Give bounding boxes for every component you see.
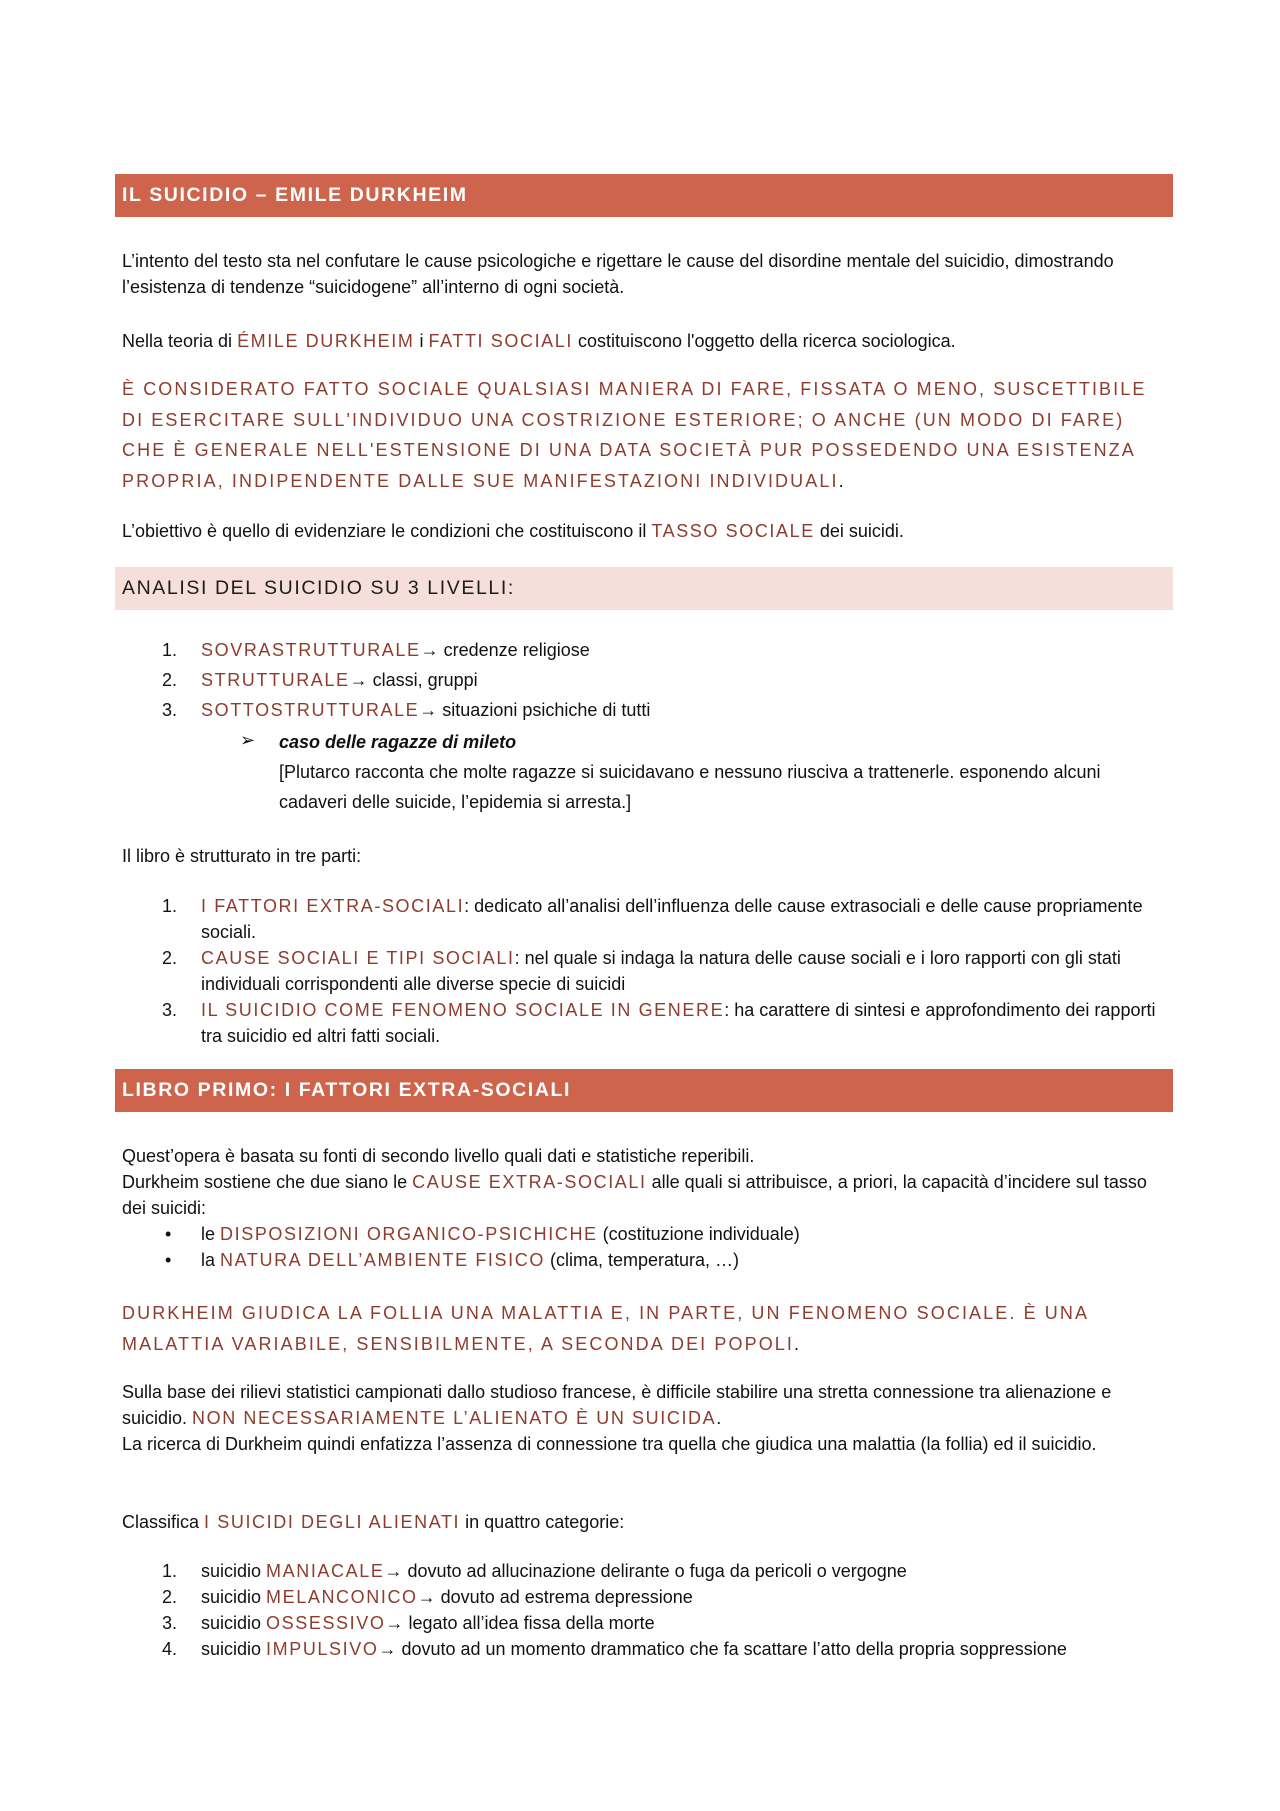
section-header: LIBRO PRIMO: I FATTORI EXTRA-SOCIALI — [115, 1069, 1173, 1112]
quote-text: È CONSIDERATO FATTO SOCIALE QUALSIASI MANIERA DI FARE, FISSATA O MENO, SUSCETTIBILE DI ESERCITARE SULL'INDIVIDUO UNA COSTRIZIONE ESTERIORE; O ANCHE (UN MODO DI FARE) CHE È GENERALE NELL'ESTENSIONE DI UNA DATA SOCIETÀ PUR POSSEDENDO UNA ESISTENZA PROPRIA, INDIPENDENTE DALLE SUE MANIFESTAZIONI INDIVIDUALI — [122, 379, 1147, 491]
intro-paragraph: L’intento del testo sta nel confutare le cause psicologiche e rigettare le cause del disordine mentale del suicidio, dimostrando l’esistenza di tendenze “suicidogene” all’interno di ogni società. — [122, 251, 1114, 297]
item-text: suicidio — [201, 1639, 267, 1659]
case-description: [Plutarco racconta che molte ragazze si suicidavano e nessuno riusciva a trattenerle. esponendo alcuni cadaveri delle suicide, l’epidemia si arresta.] — [279, 762, 1101, 812]
list-number: 4. — [162, 1639, 178, 1659]
text-span: dei suicidi. — [814, 521, 904, 541]
list-number: 2. — [162, 670, 178, 690]
highlight-term: IL SUICIDIO COME FENOMENO SOCIALE IN GENERE — [201, 1000, 725, 1020]
arrow-icon: → — [378, 1639, 397, 1659]
item-text: suicidio — [201, 1587, 267, 1607]
arrow-bullet-icon: ➢ — [240, 730, 256, 750]
arrow-icon: → — [417, 1587, 436, 1607]
book1-line: Quest’opera è basata su fonti di secondo livello quali dati e statistiche reperibili. — [122, 1146, 755, 1166]
highlight-term: SOVRASTRUTTURALE — [201, 640, 421, 660]
item-text: : nel quale si indaga la natura delle cause sociali e i loro rapporti con gli stati individuali corrispondenti alle diverse specie di suicidi — [201, 948, 1121, 994]
item-text: situazioni psichiche di tutti — [437, 700, 651, 720]
item-text: : ha carattere di sintesi e approfondimento dei rapporti tra suicidio ed altri fatti sociali. — [201, 1000, 1156, 1046]
item-text: (costituzione individuale) — [597, 1224, 800, 1244]
levels-list — [162, 637, 1162, 727]
list-number: 3. — [162, 1613, 178, 1633]
section-header: ANALISI DEL SUICIDIO SU 3 LIVELLI: — [115, 567, 1173, 610]
madness-quote — [122, 1298, 1172, 1359]
item-text: suicidio — [201, 1561, 267, 1581]
list-item — [162, 637, 1162, 667]
arrow-icon: → — [420, 640, 439, 660]
item-text: dovuto ad estrema depressione — [435, 1587, 693, 1607]
list-number: 2. — [162, 1587, 178, 1607]
list-item — [162, 1247, 1162, 1273]
list-item — [162, 1636, 1162, 1662]
item-text: (clima, temperatura, …) — [544, 1250, 739, 1270]
list-item — [162, 893, 1162, 945]
classification-paragraph — [122, 1509, 1172, 1535]
item-text: dovuto ad un momento drammatico che fa scattare l’atto della propria soppressione — [396, 1639, 1067, 1659]
item-text: le — [201, 1224, 221, 1244]
text-span: in quattro categorie: — [460, 1512, 625, 1532]
text-span: Nella teoria di — [122, 331, 238, 351]
text-span: Durkheim sostiene che due siano le — [122, 1172, 413, 1192]
case-title — [279, 727, 1159, 757]
list-item — [162, 945, 1162, 997]
arrow-icon: → — [384, 1561, 403, 1581]
highlight-term: DISPOSIZIONI ORGANICO-PSICHICHE — [220, 1224, 598, 1244]
list-item — [162, 1558, 1162, 1584]
list-item — [162, 667, 1162, 697]
research-line: La ricerca di Durkheim quindi enfatizza l’assenza di connessione tra quella che giudica una malattia (la follia) ed il suicidio. — [122, 1434, 1097, 1454]
highlight-term: MANIACALE — [266, 1561, 385, 1581]
text-span: i — [414, 331, 429, 351]
text-span: Classifica — [122, 1512, 205, 1532]
book1-line — [122, 1169, 1172, 1221]
list-item — [162, 1221, 1162, 1247]
parts-list — [162, 893, 1162, 1049]
highlight-term: NATURA DELL’AMBIENTE FISICO — [220, 1250, 545, 1270]
highlight-term: STRUTTURALE — [201, 670, 350, 690]
list-number: 1. — [162, 896, 178, 916]
quote-end: . — [838, 470, 846, 491]
item-text: dovuto ad allucinazione delirante o fuga da pericoli o vergogne — [402, 1561, 907, 1581]
item-text: classi, gruppi — [367, 670, 478, 690]
highlight-term: I FATTORI EXTRA-SOCIALI — [201, 896, 465, 916]
durkheim-paragraph — [122, 328, 1172, 354]
bullet-icon: • — [165, 1224, 172, 1244]
bullet-icon: • — [165, 1250, 172, 1270]
highlight-term: MELANCONICO — [266, 1587, 418, 1607]
highlight-term: OSSESSIVO — [266, 1613, 386, 1633]
section-header: IL SUICIDIO – EMILE DURKHEIM — [115, 174, 1173, 217]
list-item — [162, 697, 1162, 727]
item-text: legato all’idea fissa della morte — [403, 1613, 655, 1633]
arrow-icon: → — [419, 700, 438, 720]
text-span: alle quali si attribuisce, a priori, la capacità d’incidere sul tasso dei suicidi: — [122, 1172, 1147, 1218]
text-span: Sulla base dei rilievi statistici campionati dallo studioso francese, è difficile stabilire una stretta connessione tra alienazione e suicidio. — [122, 1382, 1112, 1428]
list-number: 3. — [162, 700, 178, 720]
list-number: 2. — [162, 948, 178, 968]
book-intro: Il libro è strutturato in tre parti: — [122, 846, 362, 866]
book1-paragraph — [122, 1143, 1172, 1221]
highlight-term: ÉMILE DURKHEIM — [237, 331, 415, 351]
highlight-term: SOTTOSTRUTTURALE — [201, 700, 420, 720]
quote-end: . — [794, 1333, 802, 1354]
text-span: L’obiettivo è quello di evidenziare le condizioni che costituiscono il — [122, 521, 652, 541]
text-span: . — [716, 1408, 722, 1428]
highlight-term: TASSO SOCIALE — [651, 521, 815, 541]
highlight-term: FATTI SOCIALI — [428, 331, 573, 351]
quote-text: DURKHEIM GIUDICA LA FOLLIA UNA MALATTIA E, IN PARTE, UN FENOMENO SOCIALE. È UNA MALATTIA VARIABILE, SENSIBILMENTE, A SECONDA DEI POPOLI — [122, 1303, 1089, 1354]
highlight-term: CAUSE EXTRA-SOCIALI — [412, 1172, 647, 1192]
case-title-text: caso delle ragazze di mileto — [279, 732, 517, 752]
item-text: la — [201, 1250, 221, 1270]
list-number: 3. — [162, 1000, 178, 1020]
arrow-icon: → — [385, 1613, 404, 1633]
causes-list — [162, 1221, 1162, 1273]
item-text: : dedicato all’analisi dell’influenza delle cause extrasociali e delle cause propriamente sociali. — [201, 896, 1143, 942]
highlight-term: NON NECESSARIAMENTE L’ALIENATO È UN SUICIDA — [192, 1408, 717, 1428]
definition-quote — [122, 374, 1172, 496]
highlight-term: I SUICIDI DEGLI ALIENATI — [204, 1512, 461, 1532]
highlight-term: IMPULSIVO — [266, 1639, 379, 1659]
list-item — [162, 1610, 1162, 1636]
list-item — [162, 997, 1162, 1049]
objective-paragraph — [122, 518, 1172, 544]
list-number: 1. — [162, 1561, 178, 1581]
suicide-types-list — [162, 1558, 1162, 1662]
text-span: costituiscono l'oggetto della ricerca sociologica. — [573, 331, 956, 351]
item-text: suicidio — [201, 1613, 267, 1633]
list-item — [162, 1584, 1162, 1610]
statistics-paragraph — [122, 1379, 1172, 1457]
highlight-term: CAUSE SOCIALI E TIPI SOCIALI — [201, 948, 515, 968]
list-number: 1. — [162, 640, 178, 660]
item-text: credenze religiose — [438, 640, 590, 660]
arrow-icon: → — [349, 670, 368, 690]
